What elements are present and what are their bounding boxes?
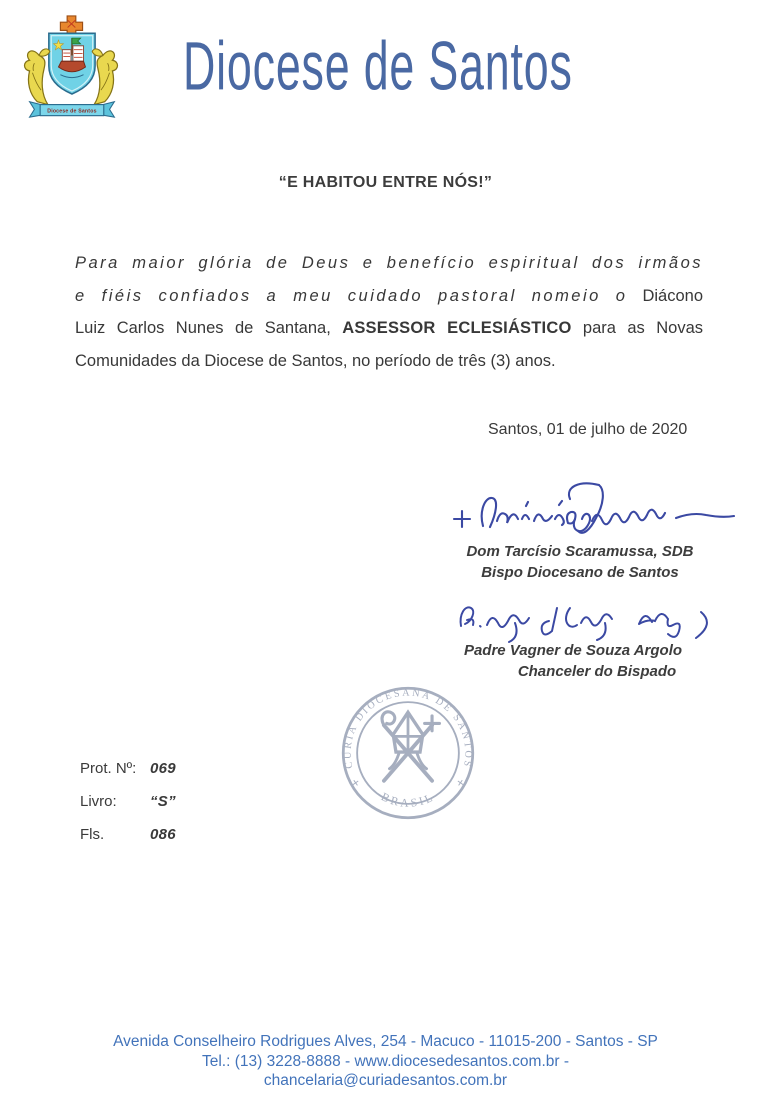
chancellor-signature-name: Padre Vagner de Souza Argolo [463, 642, 683, 659]
footer-email: chancelaria@curiadesantos.com.br [263, 1072, 508, 1089]
paragraph-regular-2: para as Novas Comunidades da Diocese de Santos, no período de três (3) anos. [75, 319, 703, 370]
footer-address: Avenida Conselheiro Rodrigues Alves, 254 - Macuco - 11015-200 - Santos - SP [113, 1033, 658, 1050]
paragraph-regular-1: Diácono Luiz Carlos Nunes de Santana, [75, 286, 703, 337]
crest-ribbon-text: Diocese de Santos [47, 108, 97, 115]
stamp-right-cross-icon: + [453, 774, 468, 791]
page-title: Diocese de Santos [183, 27, 573, 105]
bishop-signature-name: Dom Tarcísio Scaramussa, SDB [466, 543, 694, 560]
protocol-block [80, 752, 176, 851]
curia-stamp-icon [334, 678, 482, 828]
bishop-signature-block [430, 541, 730, 583]
bishop-signature-icon [446, 478, 742, 542]
crest-ribbon [30, 102, 115, 117]
protocol-value: “S” [150, 793, 176, 810]
date-line: Santos, 01 de julho de 2020 [488, 421, 688, 438]
bishop-signature-role: Bispo Diocesano de Santos [481, 564, 679, 581]
footer-contact: Tel.: (13) 3228-8888 - www.diocesedesantos.com.br - [201, 1052, 569, 1070]
protocol-label: Livro: [80, 793, 117, 810]
crest-fish-icon [25, 49, 50, 105]
protocol-row [80, 785, 176, 818]
stamp-bottom-text: BRASIL [379, 790, 437, 810]
stamp-left-cross-icon: + [348, 774, 363, 791]
protocol-value: 069 [150, 760, 176, 777]
chancellor-signature-role: Chanceler do Bispado [517, 663, 677, 680]
paragraph-bold-role: ASSESSOR ECLESIÁSTICO [342, 319, 572, 337]
protocol-label: Prot. Nº: [80, 760, 137, 777]
stamp-arc-text: CURIA DIOCESANA DE SANTOS [342, 687, 474, 770]
svg-text:BRASIL [379, 790, 437, 810]
footer-block [0, 1032, 771, 1091]
protocol-row [80, 752, 176, 785]
paragraph-italic-lead: Para maior glória de Deus e benefício espiritual dos irmãos e fiéis confiados a meu cuidado pastoral nomeio o [75, 254, 703, 305]
motto-headline: “E HABITOU ENTRE NÓS!” [278, 174, 493, 191]
protocol-row [80, 818, 176, 851]
appointment-paragraph [75, 247, 703, 377]
protocol-value: 086 [150, 826, 176, 843]
stamp-mitre-icon [382, 712, 439, 781]
chancellor-signature-block [423, 640, 723, 682]
protocol-label: Fls. [80, 826, 105, 843]
diocese-coat-of-arms-icon [18, 12, 124, 122]
